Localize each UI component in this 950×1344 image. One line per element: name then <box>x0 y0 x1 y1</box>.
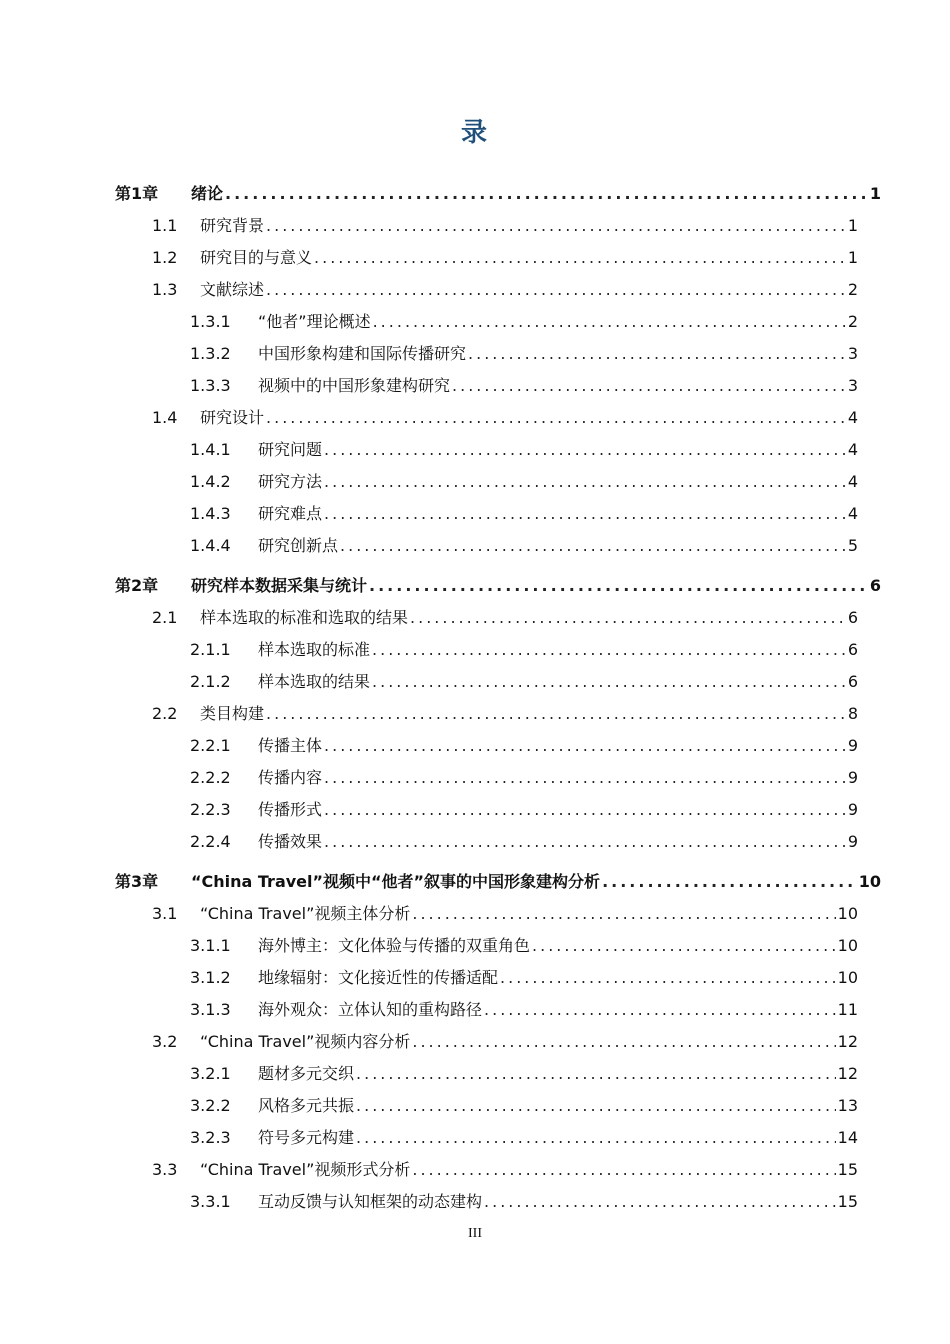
toc-entry-page: 6 <box>847 608 858 627</box>
toc-entry-title: 题材多元交织 <box>258 1064 355 1083</box>
toc-dot-leader <box>412 1154 835 1186</box>
toc-entry-number: 2.2.4 <box>190 832 231 851</box>
toc-section-entry[interactable] <box>0 1026 858 1058</box>
toc-entry-page: 6 <box>847 640 858 659</box>
toc-dot-leader <box>356 1090 836 1122</box>
toc-entry-page: 8 <box>847 704 858 723</box>
toc-section-entry[interactable] <box>0 962 858 994</box>
toc-entry-number: 2.2 <box>152 704 178 723</box>
toc-section-entry[interactable] <box>0 1090 858 1122</box>
toc-entry-number: 1.3.3 <box>190 376 231 395</box>
toc-section-entry[interactable] <box>0 306 858 338</box>
toc-section-entry[interactable] <box>0 826 858 858</box>
toc-dot-leader <box>372 634 846 666</box>
toc-entry-page: 1 <box>847 216 858 235</box>
toc-entry-title: 样本选取的标准和选取的结果 <box>200 608 409 627</box>
toc-chapter-entry[interactable] <box>0 178 881 210</box>
toc-dot-leader <box>266 274 846 306</box>
toc-dot-leader <box>356 1122 836 1154</box>
toc-dot-leader <box>372 666 846 698</box>
toc-entry-number: 3.1 <box>152 904 178 923</box>
toc-entry-number: 1.3.1 <box>190 312 231 331</box>
toc-dot-leader <box>602 866 857 898</box>
page-number: III <box>468 1226 482 1241</box>
toc-entry-number: 3.2.2 <box>190 1096 231 1115</box>
toc-entry-title: 研究难点 <box>258 504 323 523</box>
toc-entry-title: “China Travel”视频主体分析 <box>200 904 411 923</box>
toc-entry-page: 10 <box>837 936 858 955</box>
toc-entry-number: 1.3 <box>152 280 178 299</box>
toc-entry-title: 地缘辐射：文化接近性的传播适配 <box>258 968 499 987</box>
toc-section-entry[interactable] <box>0 634 858 666</box>
toc-section-entry[interactable] <box>0 338 858 370</box>
toc-entry-number: 1.4.3 <box>190 504 231 523</box>
toc-entry-title: 研究设计 <box>200 408 265 427</box>
toc-entry-page: 11 <box>837 1000 858 1019</box>
toc-entry-page: 13 <box>837 1096 858 1115</box>
toc-entry-page: 9 <box>847 768 858 787</box>
toc-entry-title: “China Travel”视频形式分析 <box>200 1160 411 1179</box>
toc-entry-number: 2.1.2 <box>190 672 231 691</box>
toc-dot-leader <box>410 602 846 634</box>
toc-entry-title: 传播内容 <box>258 768 323 787</box>
toc-entry-title: 中国形象构建和国际传播研究 <box>258 344 467 363</box>
toc-entry-title: 研究问题 <box>258 440 323 459</box>
toc-entry-number: 1.4.4 <box>190 536 231 555</box>
toc-section-entry[interactable] <box>0 1186 858 1218</box>
toc-entry-number: 3.2.3 <box>190 1128 231 1147</box>
toc-entry-title: 文献综述 <box>200 280 265 299</box>
toc-entry-title: 研究方法 <box>258 472 323 491</box>
toc-dot-leader <box>324 730 846 762</box>
toc-entry-page: 15 <box>837 1160 858 1179</box>
toc-entry-title: 传播主体 <box>258 736 323 755</box>
toc-dot-leader <box>452 370 846 402</box>
toc-dot-leader <box>266 698 846 730</box>
toc-entry-number: 3.2 <box>152 1032 178 1051</box>
toc-entry-number: 2.1.1 <box>190 640 231 659</box>
toc-entry-title: “China Travel”视频中“他者”叙事的中国形象建构分析 <box>191 872 601 891</box>
toc-dot-leader <box>484 1186 836 1218</box>
toc-entry-number: 1.1 <box>152 216 178 235</box>
toc-entry-title: 样本选取的标准 <box>258 640 371 659</box>
toc-entry-page: 9 <box>847 832 858 851</box>
toc-section-entry[interactable] <box>0 898 858 930</box>
toc-entry-page: 12 <box>837 1032 858 1051</box>
toc-dot-leader <box>532 930 836 962</box>
toc-chapter-entry[interactable] <box>0 866 881 898</box>
toc-section-entry[interactable] <box>0 402 858 434</box>
toc-entry-page: 10 <box>837 968 858 987</box>
toc-dot-leader <box>356 1058 836 1090</box>
page-title: 录 <box>460 118 489 148</box>
table-of-contents <box>0 178 950 1218</box>
toc-entry-page: 12 <box>837 1064 858 1083</box>
toc-entry-title: 海外博主：文化体验与传播的双重角色 <box>258 936 531 955</box>
toc-entry-title: 海外观众：立体认知的重构路径 <box>258 1000 483 1019</box>
toc-entry-page: 6 <box>847 672 858 691</box>
toc-entry-page: 5 <box>847 536 858 555</box>
toc-section-entry[interactable] <box>0 1058 858 1090</box>
toc-dot-leader <box>266 402 846 434</box>
toc-dot-leader <box>340 530 846 562</box>
toc-dot-leader <box>266 210 846 242</box>
toc-section-entry[interactable] <box>0 762 858 794</box>
toc-section-entry[interactable] <box>0 274 858 306</box>
toc-entry-title: 风格多元共振 <box>258 1096 355 1115</box>
toc-entry-title: 研究样本数据采集与统计 <box>191 576 368 595</box>
toc-dot-leader <box>314 242 846 274</box>
toc-entry-title: 符号多元构建 <box>258 1128 355 1147</box>
toc-section-entry[interactable] <box>0 1122 858 1154</box>
toc-entry-number: 2.2.3 <box>190 800 231 819</box>
toc-entry-page: 4 <box>847 408 858 427</box>
toc-dot-leader <box>324 434 846 466</box>
toc-dot-leader <box>412 1026 835 1058</box>
toc-entry-page: 3 <box>847 344 858 363</box>
toc-entry-number: 3.1.1 <box>190 936 231 955</box>
toc-dot-leader <box>324 498 846 530</box>
toc-entry-page: 9 <box>847 736 858 755</box>
toc-entry-page: 4 <box>847 472 858 491</box>
toc-entry-number: 3.3.1 <box>190 1192 231 1211</box>
toc-entry-page: 1 <box>869 184 881 203</box>
toc-section-entry[interactable] <box>0 794 858 826</box>
toc-entry-number: 1.4.1 <box>190 440 231 459</box>
toc-entry-page: 10 <box>837 904 858 923</box>
toc-entry-title: 绪论 <box>191 184 224 203</box>
toc-entry-number: 2.2.1 <box>190 736 231 755</box>
toc-entry-title: 样本选取的结果 <box>258 672 371 691</box>
toc-section-entry[interactable] <box>0 698 858 730</box>
toc-section-entry[interactable] <box>0 602 858 634</box>
toc-entry-number: 3.2.1 <box>190 1064 231 1083</box>
toc-entry-title: 研究目的与意义 <box>200 248 313 267</box>
toc-entry-number: 3.1.2 <box>190 968 231 987</box>
toc-section-entry[interactable] <box>0 466 858 498</box>
toc-dot-leader <box>484 994 836 1026</box>
toc-section-entry[interactable] <box>0 242 858 274</box>
toc-entry-title: “他者”理论概述 <box>258 312 371 331</box>
toc-dot-leader <box>500 962 836 994</box>
toc-dot-leader <box>412 898 835 930</box>
toc-entry-title: 视频中的中国形象建构研究 <box>258 376 451 395</box>
toc-section-entry[interactable] <box>0 1154 858 1186</box>
toc-entry-title: 互动反馈与认知框架的动态建构 <box>258 1192 483 1211</box>
toc-entry-number: 3.1.3 <box>190 1000 231 1019</box>
toc-section-entry[interactable] <box>0 730 858 762</box>
toc-dot-leader <box>324 826 846 858</box>
toc-dot-leader <box>373 306 846 338</box>
toc-section-entry[interactable] <box>0 994 858 1026</box>
toc-entry-title: 传播形式 <box>258 800 323 819</box>
toc-entry-title: 研究背景 <box>200 216 265 235</box>
toc-dot-leader <box>225 178 868 210</box>
toc-entry-number: 1.4.2 <box>190 472 231 491</box>
toc-entry-page: 9 <box>847 800 858 819</box>
toc-entry-number: 2.1 <box>152 608 178 627</box>
toc-section-entry[interactable] <box>0 210 858 242</box>
toc-section-entry[interactable] <box>0 370 858 402</box>
toc-entry-title: 传播效果 <box>258 832 323 851</box>
toc-entry-page: 15 <box>837 1192 858 1211</box>
toc-section-entry[interactable] <box>0 530 858 562</box>
toc-section-entry[interactable] <box>0 434 858 466</box>
toc-dot-leader <box>468 338 846 370</box>
toc-entry-number: 1.4 <box>152 408 178 427</box>
toc-entry-page: 3 <box>847 376 858 395</box>
toc-entry-title: 类目构建 <box>200 704 265 723</box>
toc-section-entry[interactable] <box>0 930 858 962</box>
toc-dot-leader <box>324 794 846 826</box>
toc-entry-number: 3.3 <box>152 1160 178 1179</box>
toc-entry-number: 第1章 <box>115 184 159 203</box>
toc-entry-page: 4 <box>847 440 858 459</box>
toc-dot-leader <box>324 762 846 794</box>
toc-entry-number: 第3章 <box>115 872 159 891</box>
toc-entry-number: 1.2 <box>152 248 178 267</box>
toc-entry-title: “China Travel”视频内容分析 <box>200 1032 411 1051</box>
toc-chapter-entry[interactable] <box>0 570 881 602</box>
toc-entry-title: 研究创新点 <box>258 536 339 555</box>
toc-entry-page: 10 <box>858 872 881 891</box>
toc-entry-page: 2 <box>847 312 858 331</box>
toc-entry-number: 1.3.2 <box>190 344 231 363</box>
toc-entry-page: 2 <box>847 280 858 299</box>
toc-entry-page: 6 <box>869 576 881 595</box>
toc-entry-page: 4 <box>847 504 858 523</box>
toc-dot-leader <box>324 466 846 498</box>
toc-entry-page: 14 <box>837 1128 858 1147</box>
toc-entry-page: 1 <box>847 248 858 267</box>
toc-entry-number: 第2章 <box>115 576 159 595</box>
toc-section-entry[interactable] <box>0 666 858 698</box>
toc-entry-number: 2.2.2 <box>190 768 231 787</box>
toc-dot-leader <box>369 570 868 602</box>
toc-section-entry[interactable] <box>0 498 858 530</box>
